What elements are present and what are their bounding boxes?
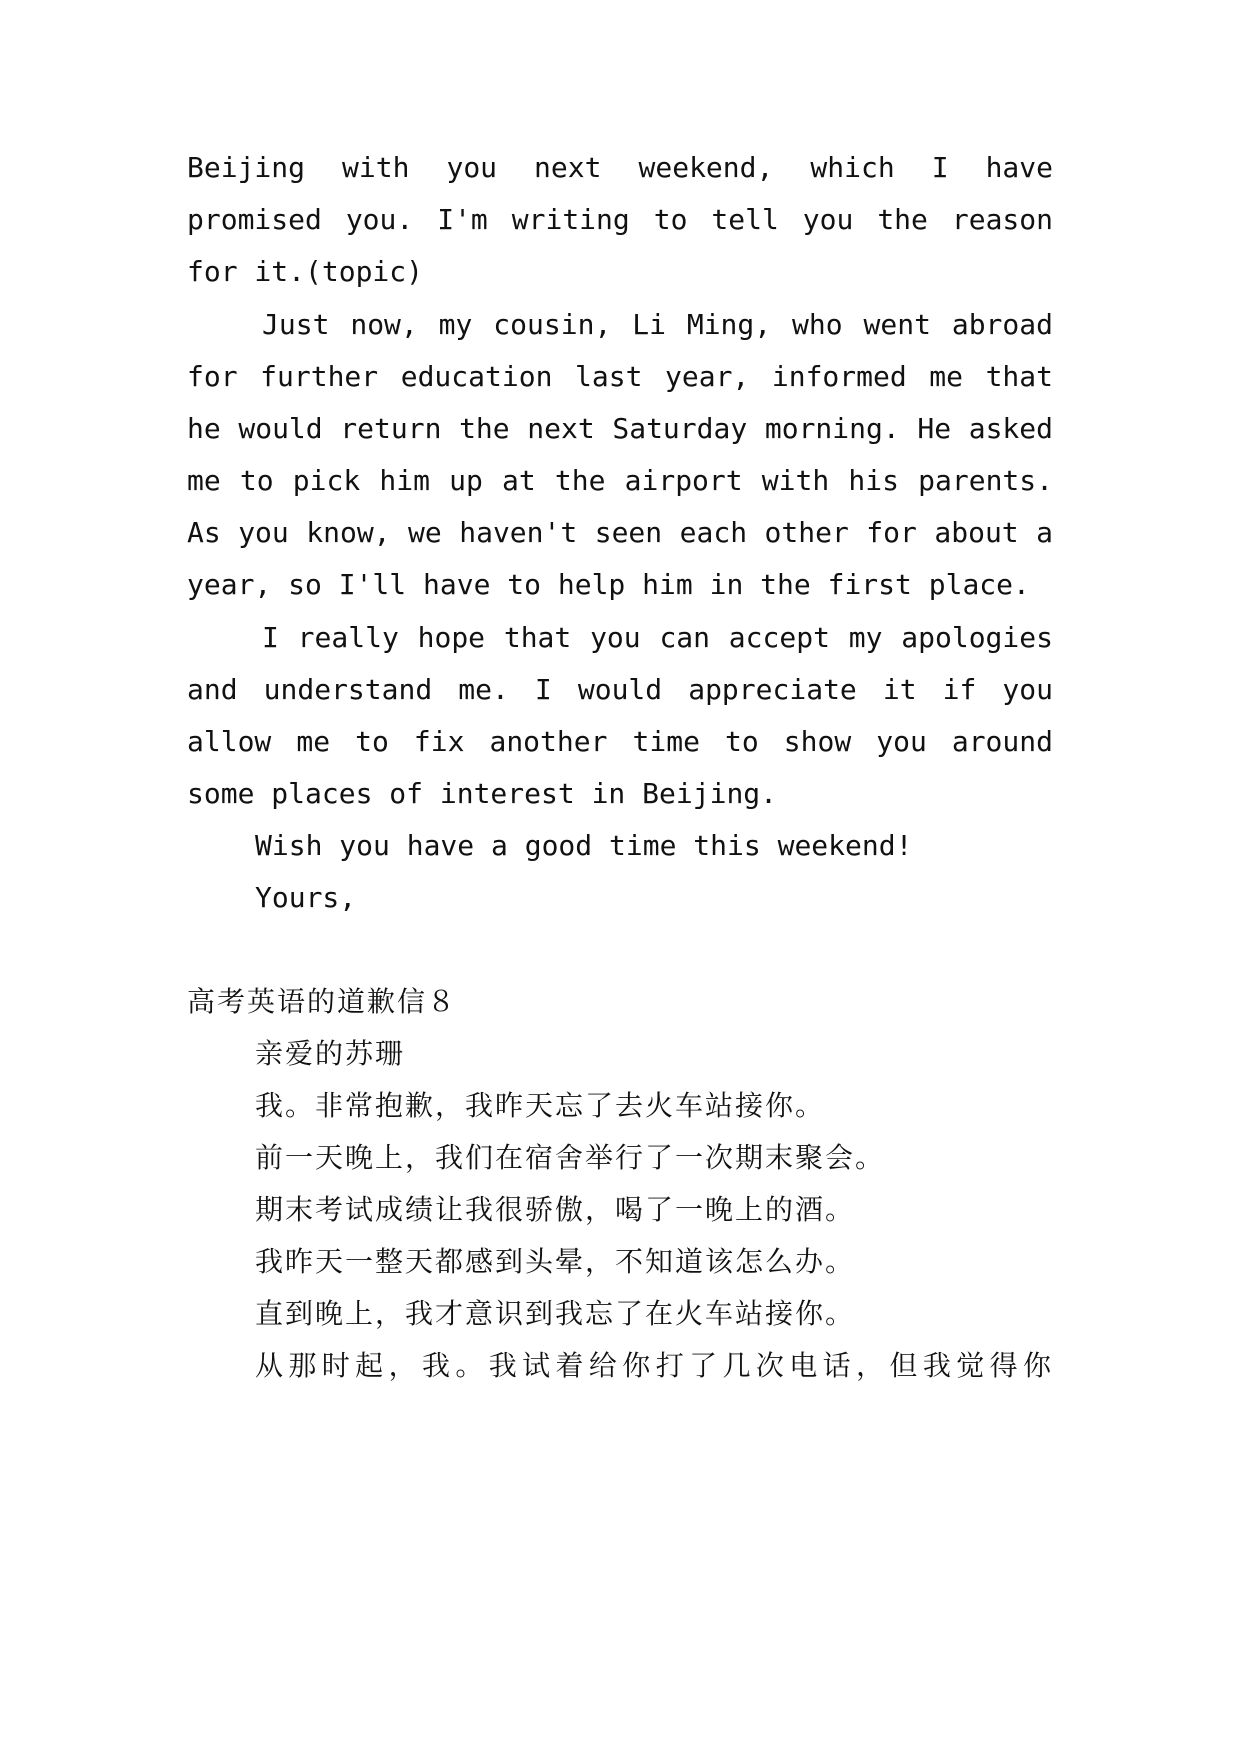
- section-line-6: 直到晚上，我才意识到我忘了在火车站接你。: [255, 1297, 856, 1330]
- paragraph-2-line-4: me to pick him up at the airport with his parents.: [187, 464, 1053, 497]
- section-line-5: 我昨天一整天都感到头晕，不知道该怎么办。: [255, 1245, 856, 1278]
- section-line-4: 期末考试成绩让我很骄傲，喝了一晚上的酒。: [255, 1193, 856, 1226]
- section-line-3: 前一天晚上，我们在宿舍举行了一次期末聚会。: [255, 1141, 886, 1174]
- paragraph-3-line-1: I really hope that you can accept my apologies: [262, 621, 1053, 654]
- paragraph-3-line-2: and understand me. I would appreciate it if you: [187, 673, 1053, 706]
- closing-wish: Wish you have a good time this weekend!: [255, 829, 913, 862]
- section-line-7: 从那时起，我。我试着给你打了几次电话，但我觉得你: [255, 1349, 1053, 1382]
- paragraph-1-line-1: Beijing with you next weekend, which I have: [187, 151, 1053, 184]
- paragraph-2-line-2: for further education last year, informed me that: [187, 360, 1053, 393]
- section-line-2: 我。非常抱歉，我昨天忘了去火车站接你。: [255, 1089, 826, 1122]
- paragraph-3-line-3: allow me to fix another time to show you around: [187, 725, 1053, 758]
- paragraph-3-line-4: some places of interest in Beijing.: [187, 777, 778, 810]
- paragraph-2-line-5: As you know, we haven't seen each other for about a: [187, 516, 1053, 549]
- section-line-1: 亲爱的苏珊: [255, 1037, 406, 1070]
- document-page: [187, 0, 1053, 1754]
- paragraph-1-line-2: promised you. I'm writing to tell you the reason: [187, 203, 1053, 236]
- paragraph-1-line-3: for it.(topic): [187, 255, 424, 288]
- paragraph-2-line-3: he would return the next Saturday morning. He asked: [187, 412, 1053, 445]
- paragraph-2-line-6: year, so I'll have to help him in the first place.: [187, 568, 1030, 601]
- paragraph-2-line-1: Just now, my cousin, Li Ming, who went abroad: [262, 308, 1053, 341]
- closing-signoff: Yours,: [255, 881, 357, 914]
- section-title: 高考英语的道歉信８: [187, 985, 458, 1018]
